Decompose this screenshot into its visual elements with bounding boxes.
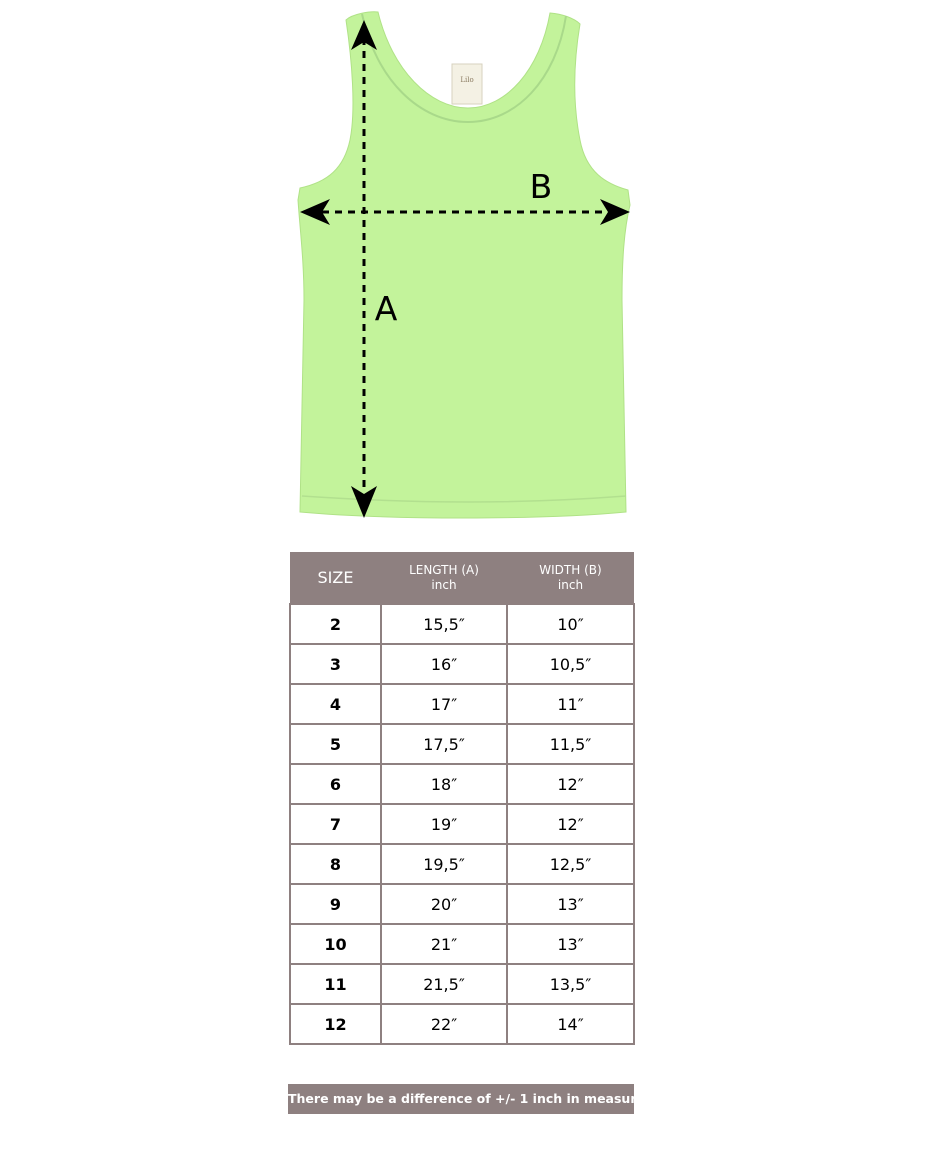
size-cell: 4 [290,684,381,724]
width-cell: 13,5″ [507,964,634,1004]
table-row [290,964,634,1004]
neck-tag-text: Lilo [460,76,474,84]
table-row [290,724,634,764]
header-width-label: WIDTH (B) [539,562,602,577]
table-row [290,644,634,684]
table-row [290,604,634,644]
tank-top-diagram [0,0,925,540]
header-width-unit: inch [557,577,584,592]
label-b: B [529,167,553,206]
width-cell: 12″ [507,804,634,844]
size-chart-table [289,552,635,1045]
measurement-note: There may be a difference of +/- 1 inch in measurements [288,1084,634,1114]
header-width [507,552,634,604]
length-cell: 15,5″ [381,604,507,644]
width-cell: 14″ [507,1004,634,1044]
length-cell: 21″ [381,924,507,964]
length-cell: 16″ [381,644,507,684]
table-row [290,844,634,884]
length-cell: 20″ [381,884,507,924]
size-cell: 12 [290,1004,381,1044]
table-header-row [290,552,634,604]
width-cell: 12,5″ [507,844,634,884]
table-row [290,1004,634,1044]
length-cell: 19″ [381,804,507,844]
size-cell: 6 [290,764,381,804]
width-cell: 11″ [507,684,634,724]
width-cell: 10,5″ [507,644,634,684]
width-cell: 12″ [507,764,634,804]
width-cell: 10″ [507,604,634,644]
size-cell: 10 [290,924,381,964]
width-cell: 11,5″ [507,724,634,764]
length-cell: 17″ [381,684,507,724]
length-cell: 18″ [381,764,507,804]
length-cell: 19,5″ [381,844,507,884]
header-size: SIZE [290,552,381,604]
length-cell: 17,5″ [381,724,507,764]
header-length-unit: inch [431,577,457,592]
table-row [290,804,634,844]
table-row [290,884,634,924]
size-cell: 9 [290,884,381,924]
neck-tag [452,64,482,104]
size-cell: 7 [290,804,381,844]
header-length [381,552,507,604]
size-cell: 8 [290,844,381,884]
table-row [290,924,634,964]
length-cell: 22″ [381,1004,507,1044]
width-cell: 13″ [507,924,634,964]
length-cell: 21,5″ [381,964,507,1004]
size-cell: 3 [290,644,381,684]
header-length-label: LENGTH (A) [409,562,479,577]
table-row [290,684,634,724]
table-row [290,764,634,804]
label-a: A [374,289,398,328]
size-cell: 11 [290,964,381,1004]
size-cell: 5 [290,724,381,764]
size-cell: 2 [290,604,381,644]
width-cell: 13″ [507,884,634,924]
